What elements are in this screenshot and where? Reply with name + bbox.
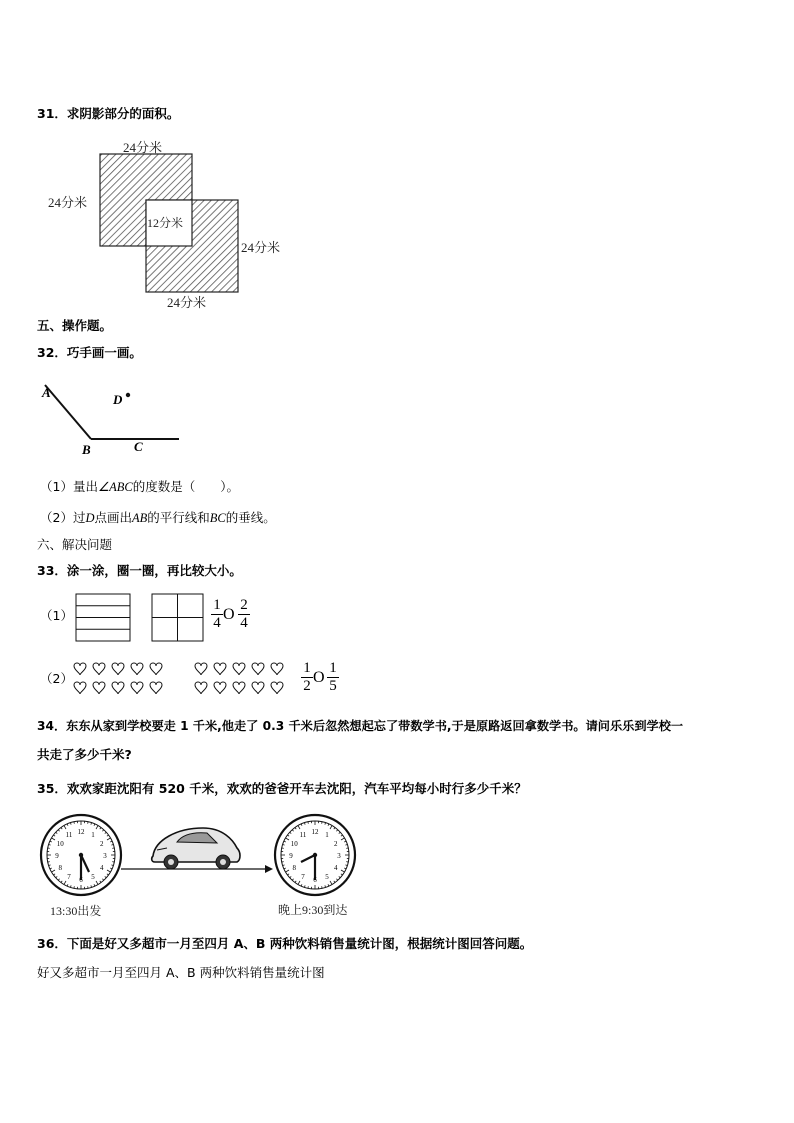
q33-row1-shapes (75, 593, 205, 643)
q32-sub2-ab: AB (132, 511, 148, 525)
frac-den: 2 (303, 678, 311, 694)
q33-row2-label: （2） (40, 671, 73, 686)
fraction-1-2 (301, 661, 313, 694)
frac-num: 1 (303, 660, 311, 676)
q36-label: 36．下面是好又多超市一月至四月 A、B 两种饮料销售量统计图，根据统计图回答问题。 (37, 936, 533, 951)
depart-caption: 13:30出发 (50, 904, 102, 918)
clock-number: 8 (58, 864, 62, 872)
q32-sub1 (40, 479, 239, 495)
q32-sub2-d: D (85, 511, 95, 525)
ray-ba (45, 385, 91, 439)
frac-num: 1 (329, 660, 337, 676)
dim-right: 24分米 (241, 240, 281, 255)
point-c-label: C (134, 439, 143, 454)
clock-number: 2 (100, 840, 104, 848)
clock-number: 1 (91, 831, 95, 840)
q32-sub2-bc: BC (209, 511, 226, 525)
point-d-label: D (113, 392, 123, 407)
clock-number: 4 (100, 864, 104, 872)
q35-label: 35．欢欢家距沈阳有 520 千米，欢欢的爸爸开车去沈阳，汽车平均每小时行多少千米？ (37, 781, 527, 796)
q34-line2: 共走了多少千米? (37, 747, 132, 762)
section5-heading: 五、操作题。 (37, 318, 113, 333)
heart-group-left (74, 663, 162, 694)
clock-number: 11 (299, 831, 307, 840)
clock-number: 12 (77, 828, 85, 836)
frac-den: 4 (213, 615, 221, 631)
clock-number: 5 (91, 872, 95, 881)
q32-sub2-mid1: 点画出 (94, 510, 132, 525)
clock-number: 11 (65, 831, 73, 840)
point-d (126, 393, 130, 397)
angle-figure (37, 380, 187, 460)
clock-number: 7 (301, 872, 305, 881)
q32-sub2-prefix: （2）过 (40, 510, 86, 525)
dim-bottom: 24分米 (167, 295, 207, 310)
q33-row1-label: （1） (40, 608, 73, 623)
car-icon (152, 828, 240, 869)
clock-number: 1 (325, 831, 329, 840)
q32-sub1-prefix: （1）量出 (40, 479, 98, 494)
heart-group-right (195, 663, 283, 694)
clock-number: 2 (334, 840, 338, 848)
clock-number: 8 (292, 864, 296, 872)
clock-number: 7 (67, 872, 71, 881)
dim-inner: 12分米 (147, 216, 184, 230)
clock-number: 3 (337, 852, 341, 860)
clock-number: 9 (55, 852, 59, 860)
q34-line1: 34．东东从家到学校要走 1 千米,他走了 0.3 千米后忽然想起忘了带数学书,于是原路返回拿数学书。请问乐乐到学校一 (37, 719, 684, 733)
clock-number: 10 (290, 840, 298, 848)
q31-label: 31．求阴影部分的面积。 (37, 106, 180, 121)
compare-circle-2[interactable]: O (313, 669, 325, 686)
q36-chart-title: 好又多超市一月至四月 A、B 两种饮料销售量统计图 (37, 965, 325, 980)
clock-number: 12 (311, 828, 319, 836)
q33-hearts (73, 660, 298, 700)
clock-number: 5 (325, 872, 329, 881)
point-b-label: B (82, 442, 91, 457)
q33-label: 33．涂一涂，圈一圈，再比较大小。 (37, 563, 242, 578)
clock-car-figure (37, 810, 367, 900)
dim-left: 24分米 (48, 195, 88, 210)
q32-sub2-mid2: 的平行线和 (147, 510, 210, 525)
clock-number: 6 (313, 876, 317, 884)
frac-den: 4 (240, 615, 248, 631)
dim-top: 24分米 (123, 140, 163, 155)
shaded-squares-figure (90, 130, 310, 312)
fraction-1-4 (211, 598, 223, 631)
section6-heading: 六、解决问题 (37, 537, 113, 552)
clock-number: 10 (56, 840, 64, 848)
clock-number: 9 (289, 852, 293, 860)
point-a-label: A (42, 385, 51, 400)
compare-circle-1[interactable]: O (223, 606, 235, 623)
clock-number: 6 (79, 876, 83, 884)
q32-sub2 (40, 510, 276, 526)
q32-sub2-suffix: 的垂线。 (225, 510, 276, 525)
q32-sub1-angle: ∠ABC (97, 480, 133, 494)
q32-sub1-suffix: 的度数是（ ）。 (132, 479, 240, 494)
q32-label: 32．巧手画一画。 (37, 345, 142, 360)
fraction-2-4 (238, 598, 250, 631)
clock-number: 3 (103, 852, 107, 860)
fraction-1-5 (327, 661, 339, 694)
frac-num: 2 (240, 597, 248, 613)
frac-num: 1 (213, 597, 221, 613)
clock-number: 4 (334, 864, 338, 872)
frac-den: 5 (329, 678, 337, 694)
arrive-caption: 晚上9:30到达 (278, 903, 348, 917)
